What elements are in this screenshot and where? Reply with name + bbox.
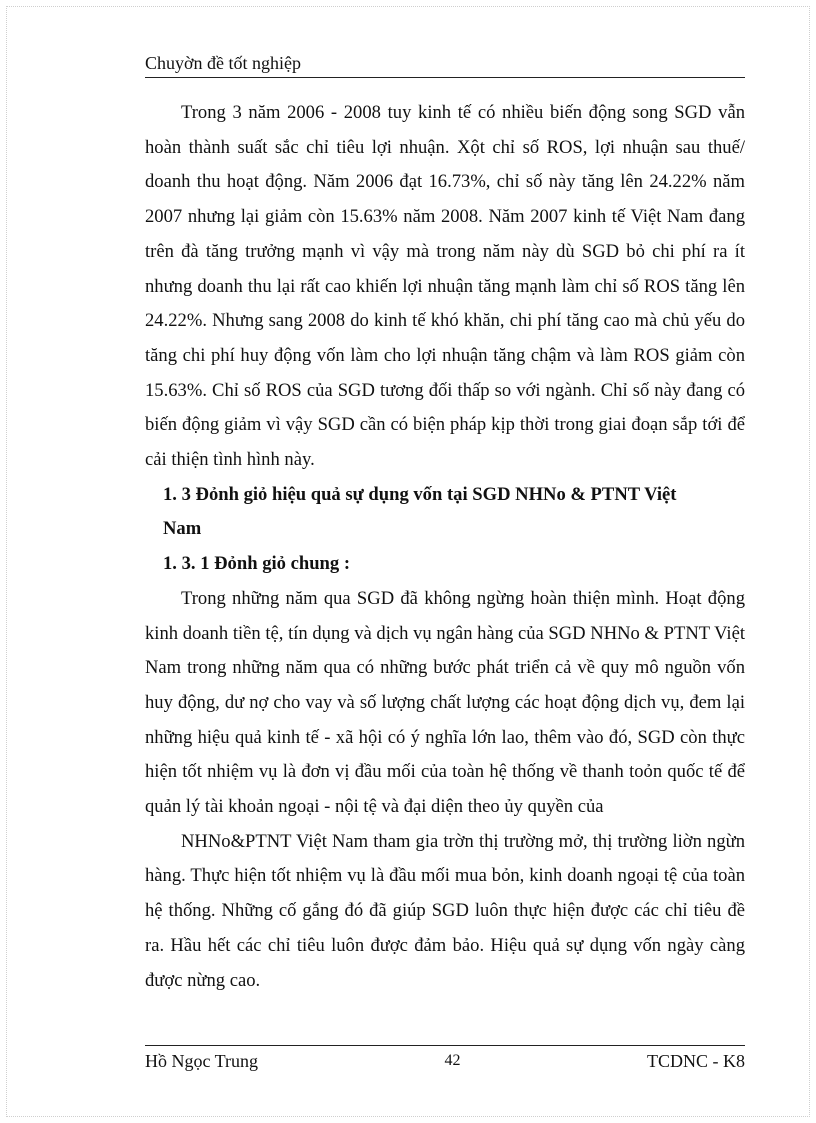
section-heading-1-3: 1. 3 Đỏnh giỏ hiệu quả sự dụng vốn tại SGD NHNo & PTNT Việt Nam — [163, 483, 677, 540]
header-title: Chuyờn đề tốt nghiệp — [145, 53, 302, 73]
footer-author: Hồ Ngọc Trung — [145, 1051, 259, 1071]
paragraph-ros-analysis: Trong 3 năm 2006 - 2008 tuy kinh tế có nhiều biến động song SGD vẫn hoàn thành suất sắc chỉ tiêu lợi nhuận. Xột chỉ số ROS, lợi nhuận sau thuế/ doanh thu hoạt động. Năm 2006 đạt 16.73%, chỉ số này tăng lên 24.22% năm 2007 nhưng lại giảm còn 15.63% năm 2008. Năm 2007 kinh tế Việt Nam đang trên đà tăng trưởng mạnh vì vậy mà trong năm này dù SGD bỏ chi phí ra ít nhưng doanh thu lại rất cao khiến lợi nhuận tăng mạnh làm chỉ số ROS tăng lên 24.22%. Nhưng sang 2008 do kinh tế khó khăn, chi phí tăng cao mà chủ yếu do tăng chi phí huy động vốn làm cho lợi nhuận tăng chậm và làm ROS giảm còn 15.63%. Chỉ số ROS của SGD tương đối thấp so với ngành. Chỉ số này đang có biến động giảm vì vậy SGD cần có biện pháp kịp thời trong giai đoạn sắp tới để cải thiện tình hình này. — [145, 102, 745, 471]
document-body — [145, 96, 745, 998]
page-footer — [145, 1045, 745, 1072]
paragraph-general-assessment: Trong những năm qua SGD đã không ngừng hoàn thiện mình. Hoạt động kinh doanh tiền tệ, tín dụng và dịch vụ ngân hàng của SGD NHNo & PTNT Việt Nam trong những năm qua có những bước phát triển cả về quy mô nguồn vốn huy động, dư nợ cho vay và số lượng chất lượng các hoạt động dịch vụ, đem lại những hiệu quả kinh tế - xã hội có ý nghĩa lớn lao, thêm vào đó, SGD còn thực hiện tốt nhiệm vụ là đơn vị đầu mối của toàn hệ thống về thanh toỏn quốc tế để quản lý tài khoản ngoại - nội tệ và đại diện theo ủy quyền của — [145, 587, 745, 818]
paragraph-general-assessment-continued: NHNo&PTNT Việt Nam tham gia trờn thị trường mở, thị trường liờn ngừn hàng. Thực hiện tốt nhiệm vụ là đầu mối mua bỏn, kinh doanh ngoại tệ của toàn hệ thống. Những cố gắng đó đã giúp SGD luôn thực hiện được các chỉ tiêu đề ra. Hầu hết các chỉ tiêu luôn được đảm bảo. Hiệu quả sự dụng vốn ngày càng được nừng cao. — [145, 830, 745, 991]
section-heading-1-3-1: 1. 3. 1 Đỏnh giỏ chung : — [163, 553, 351, 575]
footer-class-code: TCDNC - K8 — [647, 1051, 745, 1071]
page-header — [145, 52, 745, 78]
page-number: 42 — [444, 1052, 461, 1069]
